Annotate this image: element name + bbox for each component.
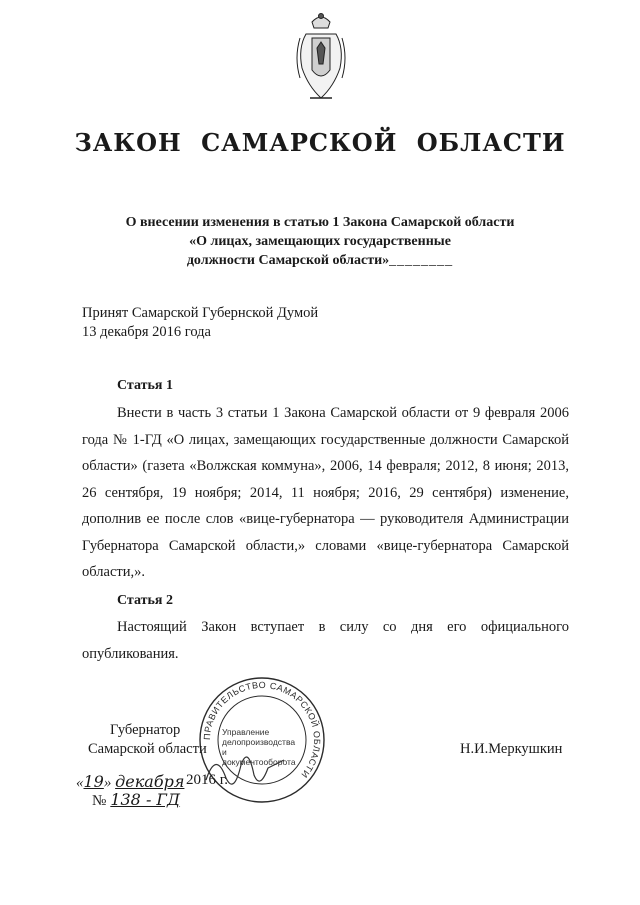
adopted-by-line: Принят Самарской Губернской Думой bbox=[82, 305, 319, 321]
law-number-prefix: № bbox=[92, 793, 107, 809]
date-day: 19 bbox=[83, 772, 104, 791]
article-1-text: Внести в часть 3 статьи 1 Закона Самарской области от 9 февраля 2006 года № 1-ГД «О лицах, замещающих государственные должности Самарской области» (газета «Волжская коммуна», 2006, 14 февраля; 2012, 8 июня; 2013, 26 сентября, 19 ноября; 2014, 11 ноября; 2016, 29 сентября) изменение, дополнив ее после слов «вице-губернатора — руководителя Администрации Губернатора Самарской области,» словами «вице-губернатора Самарской области,». bbox=[82, 405, 569, 580]
signatory-region: Самарской области bbox=[88, 741, 207, 757]
law-subtitle-line-1: О внесении изменения в статью 1 Закона Самарской области bbox=[125, 215, 515, 230]
subtitle-dotted-rule: ________ bbox=[389, 253, 454, 268]
signing-year: 2016 г. bbox=[186, 772, 228, 788]
date-month: декабря bbox=[115, 772, 185, 791]
law-subtitle-line-2: «О лицах, замещающих государственные bbox=[189, 234, 451, 249]
article-2-heading: Статья 2 bbox=[117, 593, 173, 608]
law-number-value: 138 - ГД bbox=[110, 790, 181, 809]
law-title: ЗАКОН САМАРСКОЙ ОБЛАСТИ bbox=[74, 128, 566, 157]
article-2-text: Настоящий Закон вступает в силу со дня его официального опубликования. bbox=[82, 619, 569, 662]
article-1-heading: Статья 1 bbox=[117, 378, 173, 393]
law-number bbox=[92, 790, 180, 810]
stamp-inner-line-1: Управление bbox=[222, 727, 270, 737]
law-subtitle-line-3 bbox=[0, 253, 640, 269]
signing-date bbox=[76, 772, 184, 792]
coat-of-arms-emblem bbox=[292, 8, 350, 108]
law-subtitle-line-3-text: должности Самарской области» bbox=[186, 253, 390, 268]
signatory-name: Н.И.Меркушкин bbox=[460, 741, 563, 757]
date-close-quote: » bbox=[103, 775, 112, 791]
stamp-inner-line-2: делопроизводства bbox=[222, 737, 296, 747]
handwritten-signature bbox=[196, 740, 296, 800]
stamp-ring-textpath: ПРАВИТЕЛЬСТВО САМАРСКОЙ ОБЛАСТИ bbox=[201, 679, 323, 780]
date-open-quote: « bbox=[76, 775, 84, 791]
stamp-inner-line-3: и документооборота bbox=[222, 747, 296, 767]
adopted-date: 13 декабря 2016 года bbox=[82, 324, 211, 340]
signatory-title: Губернатор bbox=[110, 722, 181, 738]
